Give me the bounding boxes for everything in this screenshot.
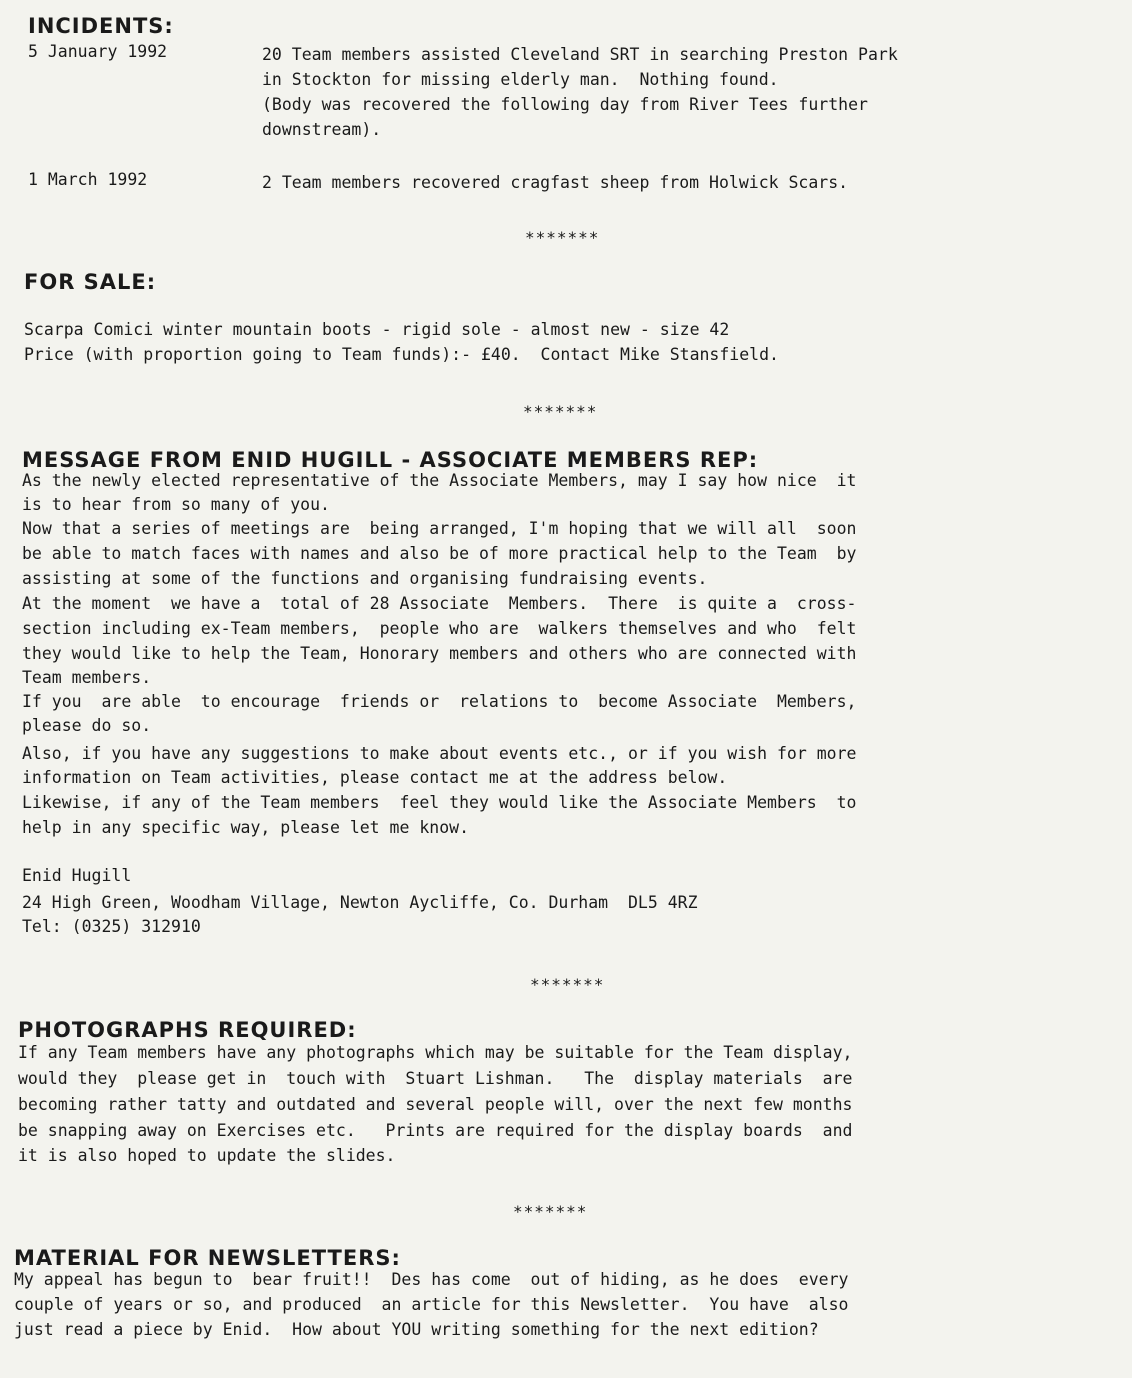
newsletters-line: just read a piece by Enid. How about YOU writing something for the next edition?	[14, 1320, 819, 1339]
photographs-line: be snapping away on Exercises etc. Prints are required for the display boards and	[18, 1121, 853, 1140]
photographs-line: it is also hoped to update the slides.	[18, 1146, 396, 1165]
newsletters-line: couple of years or so, and produced an article for this Newsletter. You have also	[14, 1295, 849, 1314]
incident-line: 2 Team members recovered cragfast sheep from Holwick Scars.	[262, 173, 849, 192]
for-sale-heading: FOR SALE:	[24, 270, 157, 294]
incident-date-1: 5 January 1992	[28, 42, 168, 61]
incidents-heading: INCIDENTS:	[28, 14, 174, 38]
message-line: information on Team activities, please contact me at the address below.	[22, 768, 728, 787]
photographs-line: becoming rather tatty and outdated and several people will, over the next few months	[18, 1095, 853, 1114]
message-line: If you are able to encourage friends or relations to become Associate Members,	[22, 692, 857, 711]
incident-line: (Body was recovered the following day from River Tees further	[262, 95, 868, 114]
section-separator: *******	[513, 1202, 588, 1221]
section-separator: *******	[530, 975, 605, 994]
message-line: At the moment we have a total of 28 Associate Members. There is quite a cross-	[22, 594, 857, 613]
incident-description-2	[262, 170, 1102, 195]
message-line: is to hear from so many of you.	[22, 495, 330, 514]
photographs-line: would they please get in touch with Stuart Lishman. The display materials are	[18, 1069, 853, 1088]
signature-phone: Tel: (0325) 312910	[22, 917, 201, 936]
incident-line: 20 Team members assisted Cleveland SRT in searching Preston Park	[262, 45, 898, 64]
message-line: Likewise, if any of the Team members feel they would like the Associate Members to	[22, 793, 857, 812]
message-line: As the newly elected representative of the Associate Members, may I say how nice it	[22, 471, 857, 490]
for-sale-line: Scarpa Comici winter mountain boots - rigid sole - almost new - size 42	[24, 320, 730, 339]
message-heading: MESSAGE FROM ENID HUGILL - ASSOCIATE MEMBERS REP:	[22, 448, 759, 472]
message-line: they would like to help the Team, Honorary members and others who are connected with	[22, 644, 857, 663]
incident-description-1	[262, 42, 1102, 142]
newsletters-line: My appeal has begun to bear fruit!! Des has come out of hiding, as he does every	[14, 1270, 849, 1289]
message-line: section including ex-Team members, people who are walkers themselves and who felt	[22, 619, 857, 638]
message-line: Now that a series of meetings are being arranged, I'm hoping that we will all soon	[22, 519, 857, 538]
message-line: Also, if you have any suggestions to make about events etc., or if you wish for more	[22, 744, 857, 763]
message-line: assisting at some of the functions and organising fundraising events.	[22, 569, 708, 588]
incident-date-2: 1 March 1992	[28, 170, 148, 189]
message-line: please do so.	[22, 716, 152, 735]
for-sale-line: Price (with proportion going to Team funds):- £40. Contact Mike Stansfield.	[24, 345, 779, 364]
message-line: Team members.	[22, 668, 152, 687]
incident-line: downstream).	[262, 120, 382, 139]
newsletters-heading: MATERIAL FOR NEWSLETTERS:	[14, 1246, 401, 1270]
message-line: help in any specific way, please let me know.	[22, 818, 470, 837]
photographs-line: If any Team members have any photographs which may be suitable for the Team display,	[18, 1043, 853, 1062]
message-line: be able to match faces with names and also be of more practical help to the Team by	[22, 544, 857, 563]
section-separator: *******	[523, 402, 598, 421]
signature-address: 24 High Green, Woodham Village, Newton Aycliffe, Co. Durham DL5 4RZ	[22, 893, 698, 912]
incident-line: in Stockton for missing elderly man. Nothing found.	[262, 70, 779, 89]
photographs-heading: PHOTOGRAPHS REQUIRED:	[18, 1018, 357, 1042]
section-separator: *******	[525, 228, 600, 247]
signature-name: Enid Hugill	[22, 866, 132, 885]
